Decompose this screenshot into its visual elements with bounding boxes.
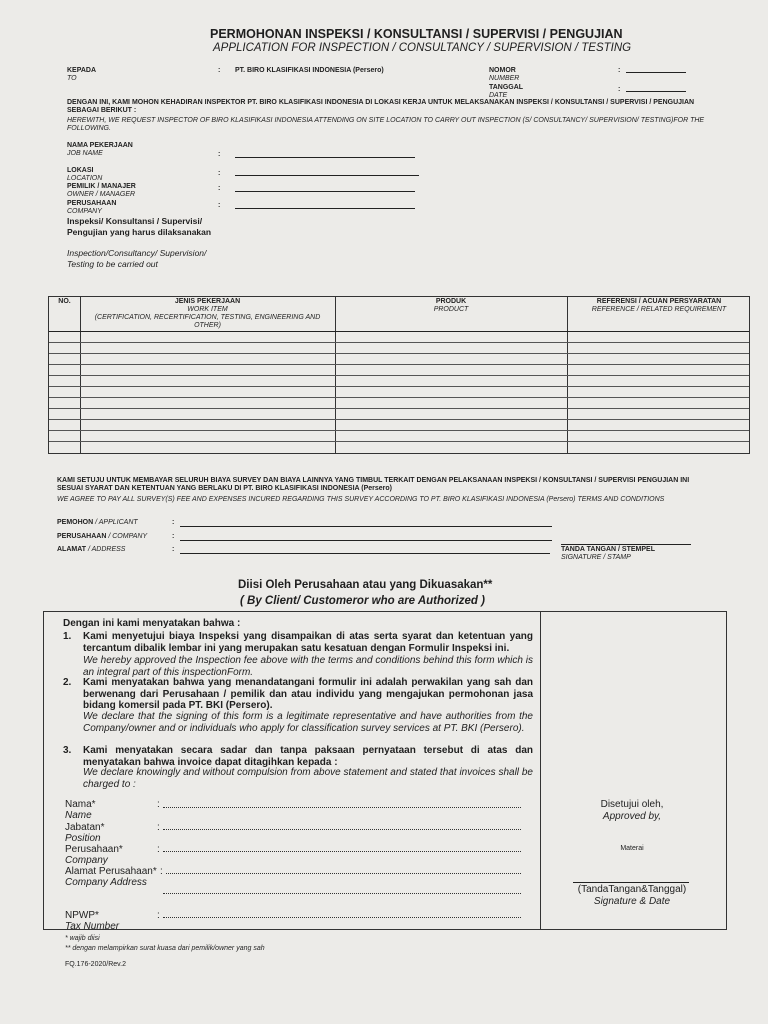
col-header-work: JENIS PEKERJAAN bbox=[174, 298, 241, 305]
number-field[interactable] bbox=[626, 72, 686, 73]
date-field[interactable] bbox=[626, 91, 686, 92]
declaration-3-id: Kami menyatakan secara sadar dan tanpa paksaan pernyataan tersebut di atas dan menyatakan bahwa invoice dapat ditagihkan kepada : bbox=[83, 745, 533, 768]
declaration-2-id: Kami menyatakan bahwa yang menandatangani formulir ini adalah perwakilan yang sah dan berwenang dari Perusahaan / pemilik dan atau individu yang mengajukan permohonan jasa bidang komersil pada PT. BKI (Persero). bbox=[83, 677, 533, 711]
applicant-field[interactable] bbox=[180, 526, 552, 527]
address-colon: : bbox=[172, 546, 175, 553]
owner-label: PEMILIK / MANAJER bbox=[67, 183, 136, 190]
location-colon: : bbox=[218, 170, 221, 177]
agreement-company-label-id: PERUSAHAAN bbox=[57, 533, 107, 540]
scope-label-en: Inspection/Consultancy/ Supervision/ Testing to be carried out bbox=[67, 248, 207, 269]
client-npwp-label-en: Tax Number bbox=[65, 921, 120, 932]
signature-line[interactable] bbox=[561, 544, 691, 545]
table-row[interactable] bbox=[49, 331, 749, 332]
client-company-label: Perusahaan* bbox=[65, 844, 123, 855]
request-text-id: DENGAN INI, KAMI MOHON KEHADIRAN INSPEKTOR PT. BIRO KLASIFIKASI INDONESIA DI LOKASI KERJA UNTUK MELAKSANAKAN INSPEKSI / KONSULTANSI / SUPERVISI / PENGUJIAN SEBAGAI BERIKUT : bbox=[67, 99, 695, 114]
footnote-required: * wajib diisi bbox=[65, 935, 100, 942]
form-title: PERMOHONAN INSPEKSI / KONSULTANSI / SUPERVISI / PENGUJIAN bbox=[210, 27, 623, 41]
declaration-3-en: We declare knowingly and without compulsion from above statement and stated that invoices shall be charged to : bbox=[83, 767, 533, 790]
client-npwp-field[interactable] bbox=[163, 917, 521, 918]
owner-colon: : bbox=[218, 185, 221, 192]
col-header-no: NO. bbox=[58, 298, 71, 305]
table-row[interactable] bbox=[49, 408, 749, 409]
col-header-product-en: PRODUCT bbox=[433, 306, 469, 313]
request-text-en: HEREWITH, WE REQUEST INSPECTOR OF BIRO KLASIFIKASI INDONESIA ATTENDING ON SITE LOCATION TO CARRY OUT INSPECTION (S/ CONSULTANCY/ SUPERVISION/ TESTING)FOR THE FOLLOWING. bbox=[67, 117, 705, 132]
client-name-label: Nama* bbox=[65, 799, 96, 810]
applicant-colon: : bbox=[172, 519, 175, 526]
client-name-field[interactable] bbox=[163, 807, 521, 808]
agreement-text-en: WE AGREE TO PAY ALL SURVEY(S) FEE AND EXPENSES INCURED REGARDING THIS SURVEY ACCORDING TO PT. BIRO KLASIFIKASI INDONESIA (Persero) TERMS AND CONDITIONS bbox=[57, 496, 665, 503]
col-header-reference: REFERENSI / ACUAN PERSYARATAN bbox=[596, 298, 722, 305]
client-npwp-label: NPWP* bbox=[65, 910, 99, 921]
authorization-divider bbox=[540, 612, 541, 929]
signature-stamp-label: TANDA TANGAN / STEMPEL bbox=[561, 546, 655, 553]
number-label: NOMOR bbox=[489, 67, 516, 74]
client-section-subtitle: ( By Client/ Customeror who are Authorized ) bbox=[240, 595, 485, 607]
client-position-label: Jabatan* bbox=[65, 822, 105, 833]
applicant-label bbox=[57, 519, 138, 527]
declaration-num-1: 1. bbox=[63, 631, 72, 642]
to-label: KEPADA bbox=[67, 67, 97, 74]
date-colon: : bbox=[618, 86, 621, 93]
form-subtitle: APPLICATION FOR INSPECTION / CONSULTANCY / SUPERVISION / TESTING bbox=[213, 42, 632, 54]
date-label-en: DATE bbox=[489, 92, 508, 99]
approval-signature-line[interactable] bbox=[573, 882, 689, 883]
table-row[interactable] bbox=[49, 397, 749, 398]
agreement-text-id: KAMI SETUJU UNTUK MEMBAYAR SELURUH BIAYA SURVEY DAN BIAYA LAINNYA YANG TIMBUL TERKAIT DENGAN PELAKSANAAN INSPEKSI / KONSULTANSI / SUPERVISI PENGUJIAN INI SESUAI SYARAT DAN KETENTUAN YANG BERLAKU DI PT. BIRO KLASIFIKASI INDONESIA (Persero) bbox=[57, 477, 690, 492]
client-address-label: Alamat Perusahaan* bbox=[65, 866, 157, 877]
client-position-field[interactable] bbox=[163, 829, 521, 830]
scope-label: Inspeksi/ Konsultansi / Supervisi/ Pengujian yang harus dilaksanakan bbox=[67, 216, 212, 237]
declaration-1-id: Kami menyetujui biaya Inspeksi yang disampaikan di atas serta syarat dan ketentuan yang tercantum dibalik lembar ini yang merupakan satu kesatuan dengan Formulir Inspeksi ini. bbox=[83, 631, 533, 654]
approval-signature-label-en: Signature & Date bbox=[593, 896, 671, 907]
approval-signature-label: (TandaTangan&Tanggal) bbox=[577, 884, 687, 895]
job-colon: : bbox=[218, 151, 221, 158]
number-colon: : bbox=[618, 67, 621, 74]
table-row[interactable] bbox=[49, 342, 749, 343]
client-name-label-en: Name bbox=[65, 810, 92, 821]
table-row[interactable] bbox=[49, 386, 749, 387]
to-value: PT. BIRO KLASIFIKASI INDONESIA (Persero) bbox=[235, 67, 384, 74]
client-address-field[interactable] bbox=[166, 873, 521, 874]
agreement-company-label-en: / COMPANY bbox=[108, 533, 148, 540]
date-label: TANGGAL bbox=[489, 84, 524, 91]
job-label-en: JOB NAME bbox=[67, 150, 103, 157]
agreement-company-label bbox=[57, 533, 147, 541]
address-label bbox=[57, 546, 125, 554]
owner-field[interactable] bbox=[235, 191, 415, 192]
table-row[interactable] bbox=[49, 430, 749, 431]
job-field[interactable] bbox=[235, 157, 415, 158]
col-header-reference-en: REFERENCE / RELATED REQUIREMENT bbox=[591, 306, 727, 313]
approved-by-label-en: Approved by, bbox=[602, 811, 662, 822]
agreement-company-field[interactable] bbox=[180, 540, 552, 541]
table-row[interactable] bbox=[49, 441, 749, 442]
address-label-en: / ADDRESS bbox=[87, 546, 126, 553]
client-npwp-colon: : bbox=[157, 910, 160, 921]
company-colon: : bbox=[218, 202, 221, 209]
company-field[interactable] bbox=[235, 208, 415, 209]
location-label-en: LOCATION bbox=[67, 175, 103, 182]
col-header-work-note: (CERTIFICATION, RECERTIFICATION, TESTING, ENGINEERING AND OTHER) bbox=[94, 314, 321, 329]
client-company-label-en: Company bbox=[65, 855, 108, 866]
col-header-work-en: WORK ITEM bbox=[187, 306, 228, 313]
applicant-label-id: PEMOHON bbox=[57, 519, 94, 526]
client-position-label-en: Position bbox=[65, 833, 101, 844]
declaration-2-en: We declare that the signing of this form is a legitimate representative and have authorities from the Company/owner and or individuals who apply for classification survey services at PT. BKI (Persero). bbox=[83, 711, 533, 734]
location-label: LOKASI bbox=[67, 167, 94, 174]
client-address-colon: : bbox=[160, 866, 163, 877]
owner-label-en: OWNER / MANAGER bbox=[67, 191, 136, 198]
client-company-field[interactable] bbox=[163, 851, 521, 852]
declaration-1-en: We hereby approved the Inspection fee above with the terms and conditions behind this form which is an integral part of this inspectionForm. bbox=[83, 655, 533, 678]
job-label: NAMA PEKERJAAN bbox=[67, 142, 133, 149]
company-label: PERUSAHAAN bbox=[67, 200, 117, 207]
number-label-en: NUMBER bbox=[489, 75, 520, 82]
address-label-id: ALAMAT bbox=[57, 546, 87, 553]
table-row[interactable] bbox=[49, 419, 749, 420]
footnote-authorization: ** dengan melampirkan surat kuasa dari pemilik/owner yang sah bbox=[65, 945, 265, 952]
location-field[interactable] bbox=[235, 175, 419, 176]
table-row[interactable] bbox=[49, 353, 749, 354]
client-section-title: Diisi Oleh Perusahaan atau yang Dikuasakan** bbox=[238, 579, 493, 591]
declaration-intro: Dengan ini kami menyatakan bahwa : bbox=[63, 618, 241, 629]
signature-stamp-label-en: SIGNATURE / STAMP bbox=[561, 554, 631, 561]
client-address-label-en: Company Address bbox=[65, 877, 147, 888]
col-header-product: PRODUK bbox=[435, 298, 467, 305]
client-company-colon: : bbox=[157, 844, 160, 855]
client-position-colon: : bbox=[157, 822, 160, 833]
client-address-field-line2[interactable] bbox=[163, 893, 521, 894]
table-row[interactable] bbox=[49, 375, 749, 376]
company-label-en: COMPANY bbox=[67, 208, 102, 215]
form-code: FQ.176-2020/Rev.2 bbox=[65, 961, 126, 968]
address-field[interactable] bbox=[180, 553, 550, 554]
declaration-num-2: 2. bbox=[63, 677, 72, 688]
agreement-company-colon: : bbox=[172, 533, 175, 540]
applicant-label-en: / APPLICANT bbox=[95, 519, 138, 526]
to-colon: : bbox=[218, 67, 221, 74]
approved-by-label: Disetujui oleh, bbox=[600, 799, 664, 810]
to-label-en: TO bbox=[67, 75, 77, 82]
declaration-num-3: 3. bbox=[63, 745, 72, 756]
work-item-table bbox=[48, 296, 750, 454]
materai-label: Materai bbox=[620, 845, 644, 852]
table-row[interactable] bbox=[49, 364, 749, 365]
client-name-colon: : bbox=[157, 799, 160, 810]
